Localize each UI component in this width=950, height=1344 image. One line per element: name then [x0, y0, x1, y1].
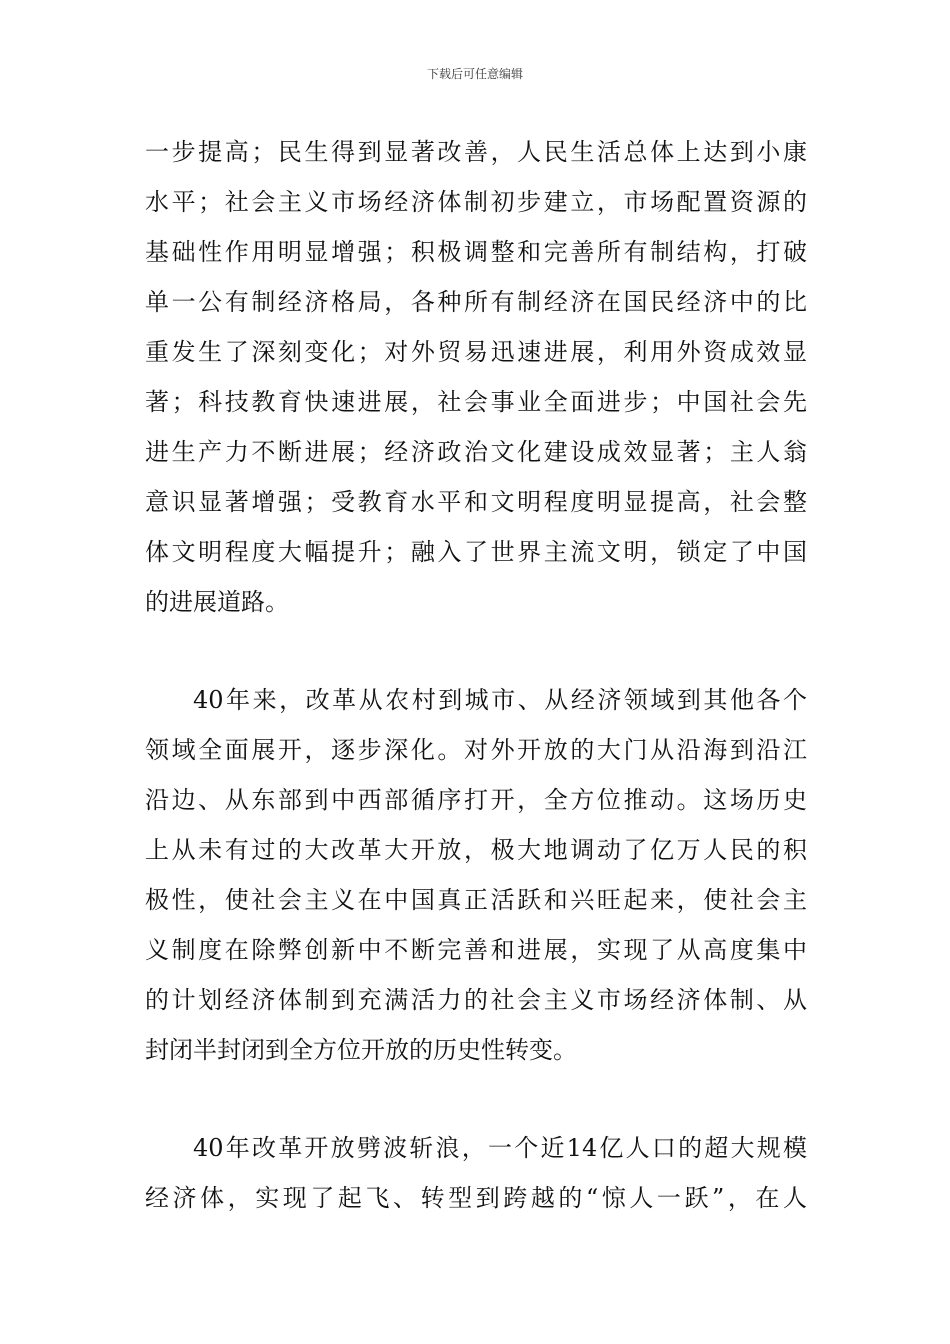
paragraph-1-line-7: 进生产力不断进展；经济政治文化建设成效显著；主人翁: [145, 438, 807, 466]
paragraph-2-line-8: 封闭半封闭到全方位开放的历史性转变。: [145, 1036, 577, 1064]
paragraph-3-line-1: 40年改革开放劈波斩浪，一个近14亿人口的超大规模: [193, 1134, 807, 1162]
paragraph-2-line-6: 义制度在除弊创新中不断完善和进展，实现了从高度集中: [145, 936, 807, 964]
paragraph-1-line-3: 基础性作用明显增强；积极调整和完善所有制结构，打破: [145, 238, 807, 266]
paragraph-2-line-1: 40年来，改革从农村到城市、从经济领域到其他各个: [193, 686, 807, 714]
paragraph-1-line-2: 水平；社会主义市场经济体制初步建立，市场配置资源的: [145, 188, 807, 216]
paragraph-3-line-2: 经济体，实现了起飞、转型到跨越的“惊人一跃”，在人: [145, 1184, 807, 1212]
paragraph-2-line-2: 领域全面展开，逐步深化。对外开放的大门从沿海到沿江: [145, 736, 807, 764]
paragraph-1-line-8: 意识显著增强；受教育水平和文明程度明显提高，社会整: [145, 488, 807, 516]
paragraph-1-line-6: 著；科技教育快速进展，社会事业全面进步；中国社会先: [145, 388, 807, 416]
paragraph-2-line-5: 极性，使社会主义在中国真正活跃和兴旺起来，使社会主: [145, 886, 807, 914]
paragraph-1-line-1: 一步提高；民生得到显著改善，人民生活总体上达到小康: [145, 138, 807, 166]
paragraph-1-line-9: 体文明程度大幅提升；融入了世界主流文明，锁定了中国: [145, 538, 807, 566]
paragraph-1-line-4: 单一公有制经济格局，各种所有制经济在国民经济中的比: [145, 288, 807, 316]
paragraph-2-line-4: 上从未有过的大改革大开放，极大地调动了亿万人民的积: [145, 836, 807, 864]
paragraph-1-line-10: 的进展道路。: [145, 588, 289, 616]
paragraph-2-line-3: 沿边、从东部到中西部循序打开，全方位推动。这场历史: [145, 786, 807, 814]
page-header: 下载后可任意编辑: [426, 67, 523, 81]
paragraph-2-line-7: 的计划经济体制到充满活力的社会主义市场经济体制、从: [145, 986, 807, 1014]
paragraph-1-line-5: 重发生了深刻变化；对外贸易迅速进展，利用外资成效显: [145, 338, 807, 366]
